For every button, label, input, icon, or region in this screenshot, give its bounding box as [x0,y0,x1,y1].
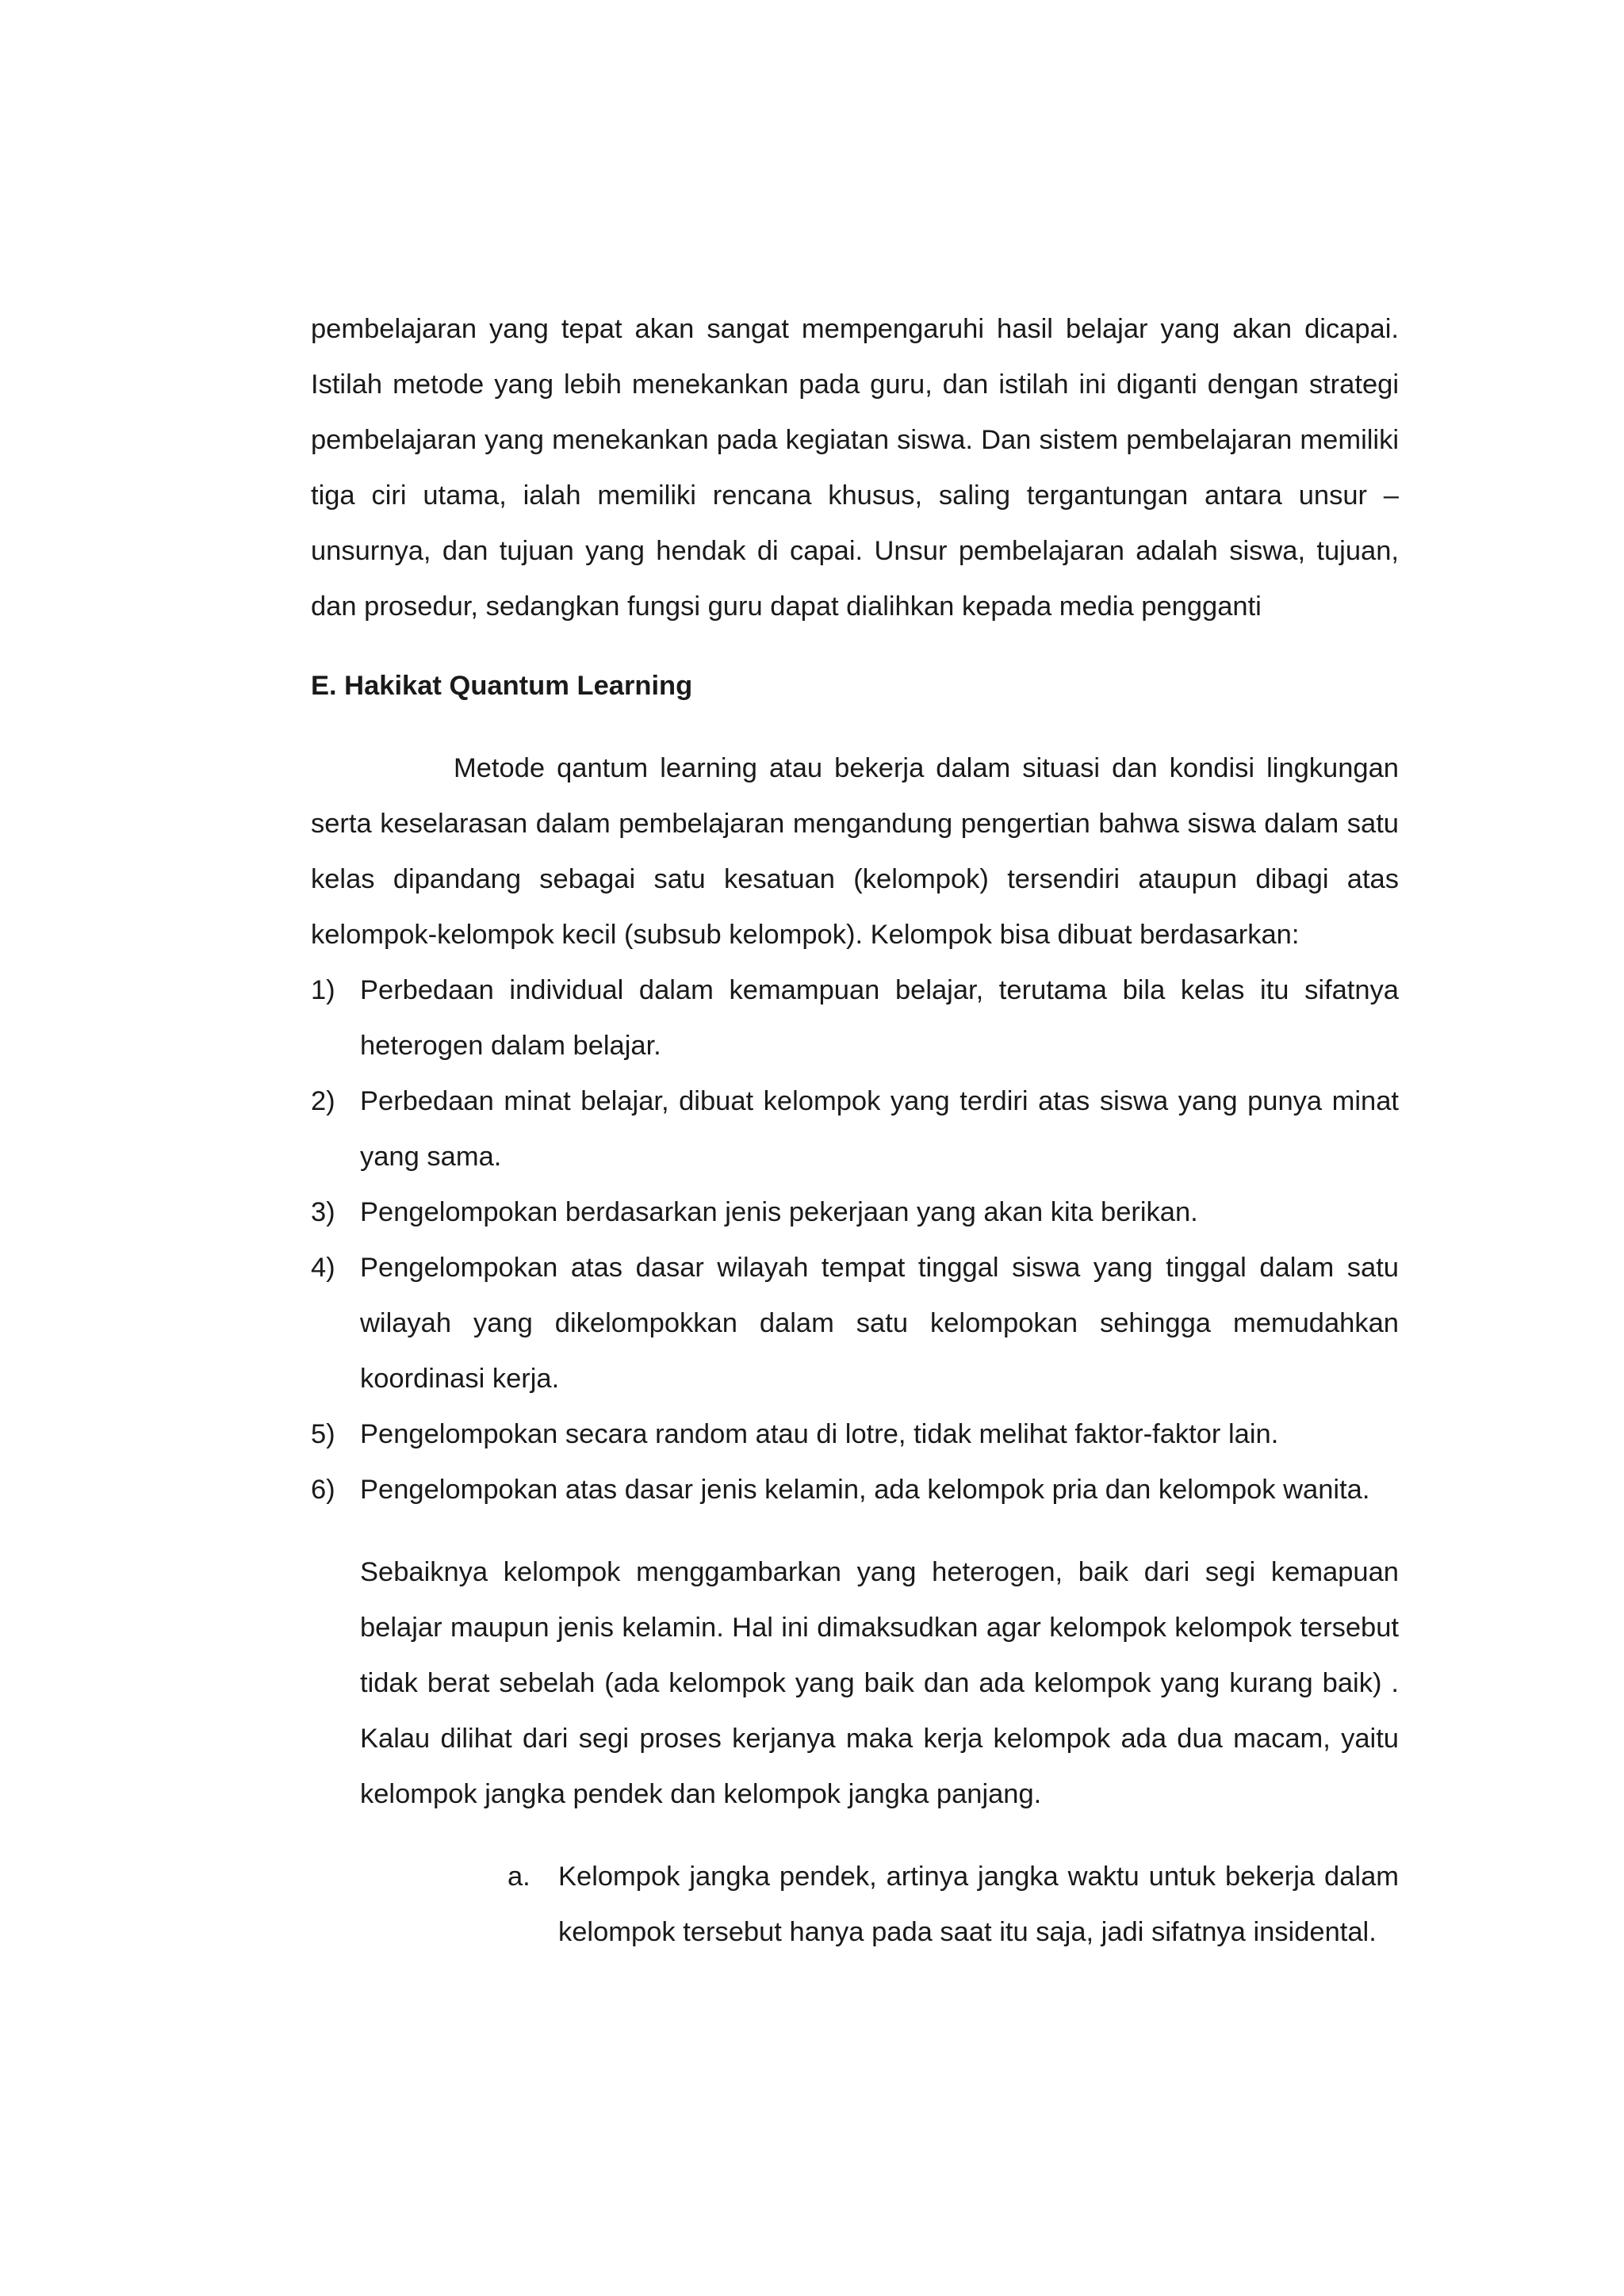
list-item-text: Pengelompokan atas dasar jenis kelamin, ada kelompok pria dan kelompok wanita. [360,1475,1370,1505]
alpha-list-item [508,1849,1399,1960]
list-item-number: 3) [311,1197,335,1227]
followup-paragraph: Sebaiknya kelompok menggambarkan yang heterogen, baik dari segi kemapuan belajar maupun jenis kelamin. Hal ini dimaksudkan agar kelompok kelompok tersebut tidak berat sebelah (ada kelompok yang baik dan ada kelompok yang kurang baik) . Kalau dilihat dari segi proses kerjanya maka kerja kelompok ada dua macam, yaitu kelompok jangka pendek dan kelompok jangka panjang. [360,1557,1399,1809]
list-item-text: Perbedaan individual dalam kemampuan belajar, terutama bila kelas itu sifatnya heterogen dalam belajar. [360,975,1399,1061]
list-item-text: Pengelompokan atas dasar wilayah tempat tinggal siswa yang tinggal dalam satu wilayah yang dikelompokkan dalam satu kelompokan sehingga memudahkan koordinasi kerja. [360,1253,1399,1394]
list-item [311,1240,1399,1406]
list-item-number: 5) [311,1419,335,1449]
list-item [311,962,1399,1073]
alpha-list-label: a. [508,1862,530,1892]
list-item [311,1406,1399,1462]
list-item-number: 1) [311,975,335,1005]
list-item [311,1073,1399,1184]
list-item-number: 4) [311,1253,335,1283]
section-paragraph: Metode qantum learning atau bekerja dalam situasi dan kondisi lingkungan serta keselarasan dalam pembelajaran mengandung pengertian bahwa siswa dalam satu kelas dipandang sebagai satu kesatuan (kelompok) tersendiri ataupun dibagi atas kelompok-kelompok kecil (subsub kelompok). Kelompok bisa dibuat berdasarkan: [311,753,1399,950]
alpha-list-text: Kelompok jangka pendek, artinya jangka waktu untuk bekerja dalam kelompok tersebut hanya pada saat itu saja, jadi sifatnya insidental. [558,1862,1399,1947]
page-content [311,301,1399,1960]
intro-paragraph: pembelajaran yang tepat akan sangat mempengaruhi hasil belajar yang akan dicapai. Istilah metode yang lebih menekankan pada guru, dan istilah ini diganti dengan strategi pembelajaran yang menekankan pada kegiatan siswa. Dan sistem pembelajaran memiliki tiga ciri utama, ialah memiliki rencana khusus, saling tergantungan antara unsur – unsurnya, dan tujuan yang hendak di capai. Unsur pembelajaran adalah siswa, tujuan, dan prosedur, sedangkan fungsi guru dapat dialihkan kepada media pengganti [311,314,1399,622]
list-item-text: Perbedaan minat belajar, dibuat kelompok yang terdiri atas siswa yang punya minat yang sama. [360,1086,1399,1172]
list-item-text: Pengelompokan secara random atau di lotre, tidak melihat faktor-faktor lain. [360,1419,1279,1449]
list-item [311,1462,1399,1517]
list-item-number: 6) [311,1475,335,1505]
list-item-text: Pengelompokan berdasarkan jenis pekerjaan yang akan kita berikan. [360,1197,1198,1227]
alpha-list [311,1849,1399,1960]
section-heading: E. Hakikat Quantum Learning [311,671,693,701]
list-item [311,1184,1399,1240]
list-item-number: 2) [311,1086,335,1116]
numbered-list [311,962,1399,1517]
